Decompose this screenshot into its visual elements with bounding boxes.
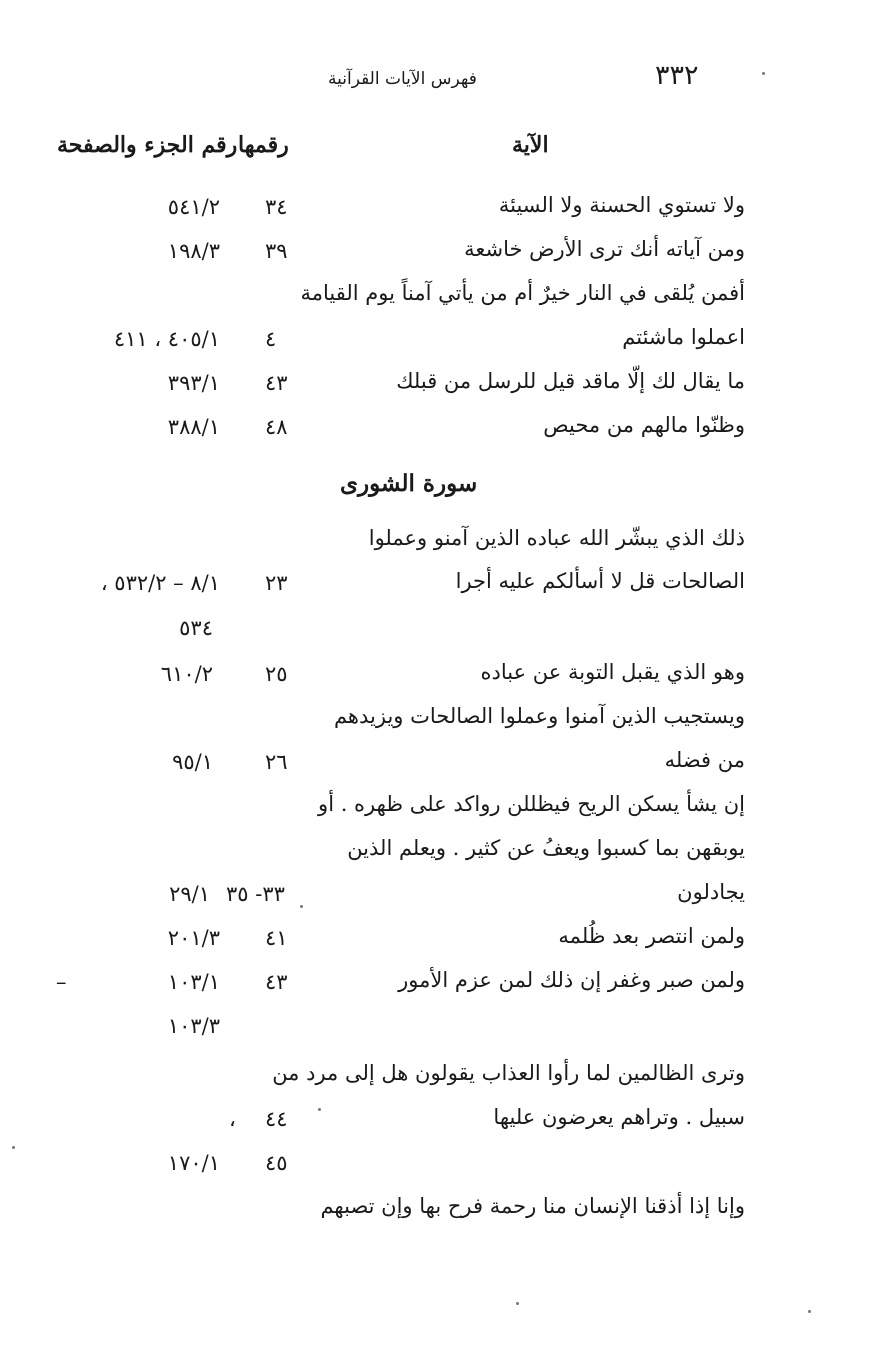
verse-number: ٤٨ — [265, 415, 288, 439]
verse-reference: ٦١٠/٢ — [160, 662, 213, 686]
scan-speck — [12, 1146, 15, 1149]
verse-number: ٤٣ — [265, 970, 288, 994]
verse-text: وترى الظالمين لما رأوا العذاب يقولون هل إلى مرد من — [272, 1061, 745, 1085]
verse-reference-dash: – — [56, 970, 67, 994]
scan-speck — [318, 1108, 321, 1111]
verse-text: ومن آياته أنك ترى الأرض خاشعة — [464, 237, 745, 261]
verse-text: أفمن يُلقى في النار خيرٌ أم من يأتي آمناً يوم القيامة — [300, 281, 745, 305]
verse-reference: ١٩٨/٣ — [167, 239, 220, 263]
verse-number: ٤٥ — [265, 1151, 288, 1175]
verse-number: ٢٥ — [265, 662, 288, 686]
verse-number: ٣٤ — [265, 195, 288, 219]
verse-text: ذلك الذي يبشّر الله عباده الذين آمنو وعملوا — [368, 526, 745, 550]
verse-number: ٣٣- ٣٥ — [226, 882, 285, 906]
verse-number: ٢٦ — [265, 750, 288, 774]
verse-number: ٤٣ — [265, 371, 288, 395]
scan-speck — [808, 1310, 811, 1313]
verse-reference: ١٧٠/١ — [167, 1151, 220, 1175]
verse-reference-continued: ١٠٣/٣ — [167, 1014, 220, 1038]
page-number: ٣٣٢ — [655, 60, 699, 91]
column-heading-verse: الآية — [512, 132, 549, 158]
verse-reference: ٥٤١/٢ — [167, 195, 220, 219]
verse-text: ما يقال لك إلّا ماقد قيل للرسل من قبلك — [396, 369, 745, 393]
verse-text: وهو الذي يقبل التوبة عن عباده — [480, 660, 745, 684]
verse-text: الصالحات قل لا أسألكم عليه أجرا — [455, 569, 745, 593]
verse-text: إن يشأ يسكن الريح فيظللن رواكد على ظهره . أو — [318, 792, 745, 816]
verse-number: ٣٩ — [265, 239, 288, 263]
verse-reference: ٢٠١/٣ — [167, 926, 220, 950]
verse-reference: ٣٨٨/١ — [167, 415, 220, 439]
verse-reference: ٢٩/١ — [169, 882, 210, 906]
verse-text: يوبقهن بما كسبوا ويعفُ عن كثير . ويعلم الذين — [347, 836, 745, 860]
verse-reference: ٩٥/١ — [172, 750, 213, 774]
verse-text: ولمن انتصر بعد ظُلمه — [558, 924, 745, 948]
verse-text: وظنّوا مالهم من محيص — [543, 413, 745, 437]
verse-reference: ٣٩٣/١ — [167, 371, 220, 395]
page-title: فهرس الآيات القرآنية — [328, 69, 477, 89]
verse-text: وإنا إذا أذقنا الإنسان منا رحمة فرح بها وإن تصبهم — [320, 1194, 745, 1218]
scan-speck — [762, 72, 765, 75]
verse-number: ٤٤ — [265, 1107, 288, 1131]
verse-reference: ٨/١ – ٥٣٢/٢ ، — [100, 571, 220, 595]
column-heading-number: رقمها — [238, 132, 289, 158]
surah-heading: سورة الشورى — [340, 470, 478, 497]
verse-text: ولمن صبر وغفر إن ذلك لمن عزم الأمور — [398, 968, 745, 992]
verse-number: ٢٣ — [265, 571, 288, 595]
column-heading-reference: رقم الجزء والصفحة — [57, 132, 238, 158]
verse-text: اعملوا ماشئتم — [622, 325, 745, 349]
verse-text: يجادلون — [677, 880, 745, 904]
verse-number: ٤١ — [265, 926, 288, 950]
verse-number: ٤ — [265, 327, 277, 351]
verse-text: ويستجيب الذين آمنوا وعملوا الصالحات ويزيدهم — [333, 704, 745, 728]
verse-reference: ٤٠٥/١ ، ٤١١ — [113, 327, 220, 351]
verse-reference-continued: ٥٣٤ — [179, 616, 213, 640]
verse-text: ولا تستوي الحسنة ولا السيئة — [498, 193, 745, 217]
scan-speck — [516, 1302, 519, 1305]
verse-reference: ١٠٣/١ — [167, 970, 220, 994]
verse-reference: ، — [229, 1107, 236, 1131]
verse-text: من فضله — [664, 748, 745, 772]
verse-text: سبيل . وتراهم يعرضون عليها — [493, 1105, 745, 1129]
scan-speck — [300, 905, 303, 908]
